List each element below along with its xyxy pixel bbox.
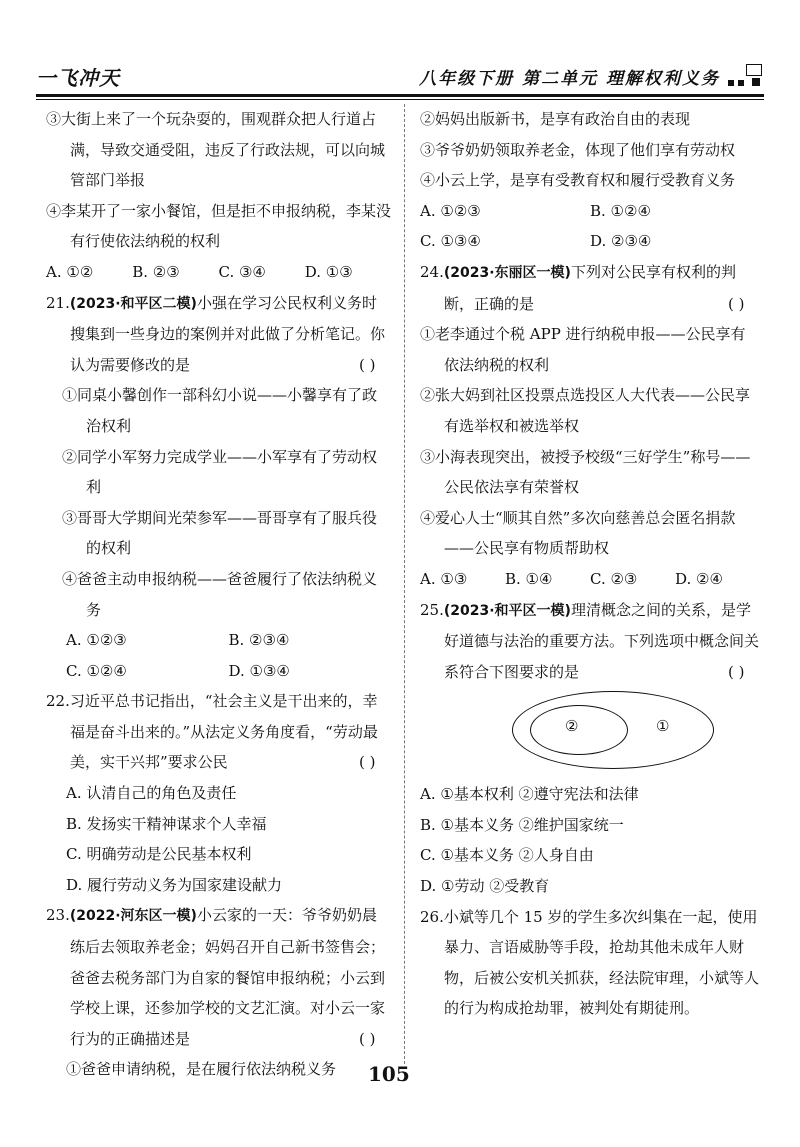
header-rule: [36, 94, 764, 97]
q21-options-row1: [46, 625, 391, 656]
page-header: [36, 50, 764, 92]
q22-number: 22.: [46, 692, 70, 711]
q24-source: (2023·东丽区一模): [443, 264, 571, 281]
q20-options: [46, 257, 391, 288]
q20-option-c: C. ③④: [218, 262, 266, 281]
q24-text: 下列对公民享有权利的判断，正确的是: [444, 262, 736, 313]
q26-text: 小斌等几个 15 岁的学生多次纠集在一起，使用暴力、言语威胁等手段，抢劫其他未成年人财物，后被公安机关抓获，经法院审理，小斌等人的行为构成抢劫罪，被判处有期徒刑。: [443, 907, 760, 1018]
q21-option-a: A. ①②③: [66, 631, 127, 650]
q22-option-b: B. 发扬实干精神谋求个人幸福: [66, 814, 267, 833]
column-divider: [404, 104, 405, 1064]
q23-source: (2022·河东区一模): [69, 908, 197, 925]
q20-item-4: ④李某开了一家小餐馆，但是拒不申报纳税，李某没有行使依法纳税的权利: [46, 201, 392, 251]
q20-item-3: ③大街上来了一个玩杂耍的，围观群众把人行道占满，导致交通受阻，违反了行政法规，可以向城管部门举报: [46, 110, 386, 190]
q24-option-c: C. ②③: [590, 569, 638, 588]
q25-option-d: D. ①劳动 ②受教育: [420, 877, 550, 896]
q21-text: 小强在学习公民权利义务时搜集到一些身边的案例并对此做了分析笔记。你认为需要修改的是: [70, 293, 386, 374]
inner-ellipse: [530, 705, 628, 755]
q23-option-a: A. ①②③: [420, 201, 481, 220]
left-column: [46, 104, 391, 1085]
q21-source: (2023·和平区二模): [69, 295, 197, 312]
q24-item-1: ①老李通过个税 APP 进行纳税申报——公民享有依法纳税的权利: [420, 325, 746, 374]
q23-item-3: ③爷爷奶奶领取养老金，体现了他们享有劳动权: [420, 140, 736, 159]
header-rule-thin: [36, 99, 764, 100]
right-column: [420, 104, 760, 1024]
q24-item-2: ②张大妈到社区投票点选投区人大代表——公民享有选举权和被选举权: [420, 386, 751, 435]
q25-option-c: C. ①基本义务 ②人身自由: [420, 846, 594, 865]
q23-stem: 23.(2022·河东区一模)小云家的一天：爷爷奶奶晨练后去领取养老金；妈妈召开自己新书签售会；爸爸去税务部门为自家的餐馆申报纳税；小云到学校上课，还参加学校的文艺汇演。对小云一家行为的正确描述是 ( ): [46, 906, 386, 1048]
q23-option-d: D. ②③④: [590, 232, 652, 251]
q23-options-row1: [420, 196, 760, 227]
q22-stem: 22.习近平总书记指出，“社会主义是干出来的，幸福是奋斗出来的。”从法定义务角度看，“劳动最美，实干兴邦”要求公民 ( ): [46, 692, 378, 772]
q26-stem: [420, 902, 760, 1024]
q21-options-row2: [46, 656, 391, 687]
q21-option-b: B. ②③④: [228, 631, 290, 650]
q23-item-2: ②妈妈出版新书，是享有政治自由的表现: [420, 110, 691, 128]
q23-option-b: B. ①②④: [590, 201, 651, 220]
q24-option-d: D. ②④: [675, 569, 723, 588]
q21-item-1: ①同桌小馨创作一部科幻小说——小馨享有了政治权利: [62, 386, 378, 435]
q24-options: [420, 564, 760, 595]
inner-label: ②: [565, 717, 579, 736]
brand-logo-text: 一飞冲天: [36, 66, 120, 90]
q22-text: 习近平总书记指出，“社会主义是干出来的，幸福是奋斗出来的。”从法定义务角度看，“劳动最美，实干兴邦”要求公民: [69, 692, 378, 772]
q21-number: 21.: [46, 293, 70, 312]
q25-number: 25.: [420, 600, 444, 619]
q25-text: 理清概念之间的关系，是学好道德与法治的重要方法。下列选项中概念间关系符合下图要求的是: [444, 600, 760, 681]
q24-option-a: A. ①③: [420, 569, 468, 588]
q22-option-c: C. 明确劳动是公民基本权利: [66, 845, 252, 864]
q20-option-d: D. ①③: [304, 262, 353, 281]
q23-options-row2: [420, 226, 760, 257]
q24-stem: 24.(2023·东丽区一模)下列对公民享有权利的判断，正确的是 ( ): [420, 262, 745, 313]
q21-stem: 21.(2023·和平区二模)小强在学习公民权利义务时搜集到一些身边的案例并对此做了分析笔记。你认为需要修改的是 ( ): [46, 293, 386, 374]
q23-item-4: ④小云上学，是享有受教育权和履行受教育义务: [420, 171, 736, 190]
q22-option-a: A. 认清自己的角色及责任: [66, 784, 237, 803]
running-title: 八年级下册 第二单元 理解权利义务: [419, 69, 720, 89]
q23-number: 23.: [46, 906, 70, 925]
q21-item-2: ②同学小军努力完成学业——小军享有了劳动权利: [62, 447, 378, 497]
header-decoration-icon: [726, 60, 764, 90]
outer-label: ①: [656, 717, 670, 736]
q24-option-b: B. ①④: [505, 569, 553, 588]
q23-item-1: ①爸爸申请纳税，是在履行依法纳税义务: [66, 1060, 337, 1079]
page-number: 105: [368, 1062, 410, 1086]
q25-stem: 25.(2023·和平区一模)理清概念之间的关系，是学好道德与法治的重要方法。下列选项中概念间关系符合下图要求的是 ( ): [420, 600, 760, 681]
q26-number: 26.: [420, 907, 444, 926]
q25-source: (2023·和平区一模): [443, 602, 571, 619]
q22-option-d: D. 履行劳动义务为国家建设献力: [66, 875, 283, 894]
q25-option-b: B. ①基本义务 ②维护国家统一: [420, 815, 624, 834]
q20-option-b: B. ②③: [132, 262, 180, 281]
q24-item-4: ④爱心人士“顺其自然”多次向慈善总会匿名捐款——公民享有物质帮助权: [420, 508, 736, 558]
q25-option-a: A. ①基本权利 ②遵守宪法和法律: [420, 785, 639, 804]
q24-item-3: ③小海表现突出，被授予校级“三好学生”称号——公民依法享有荣誉权: [420, 447, 751, 497]
q21-item-3: ③哥哥大学期间光荣参军——哥哥享有了服兵役的权利: [62, 508, 378, 558]
q21-item-4: ④爸爸主动申报纳税——爸爸履行了依法纳税义务: [62, 569, 378, 619]
q20-option-a: A. ①②: [46, 262, 94, 281]
q21-option-c: C. ①②④: [66, 661, 127, 680]
q24-number: 24.: [420, 262, 444, 281]
q23-option-c: C. ①③④: [420, 232, 481, 251]
concept-diagram: [420, 687, 760, 779]
q23-text: 小云家的一天：爷爷奶奶晨练后去领取养老金；妈妈召开自己新书签售会；爸爸去税务部门为自家的餐馆申报纳税；小云到学校上课，还参加学校的文艺汇演。对小云一家行为的正确描述是: [70, 906, 386, 1048]
q21-option-d: D. ①③④: [228, 661, 290, 680]
